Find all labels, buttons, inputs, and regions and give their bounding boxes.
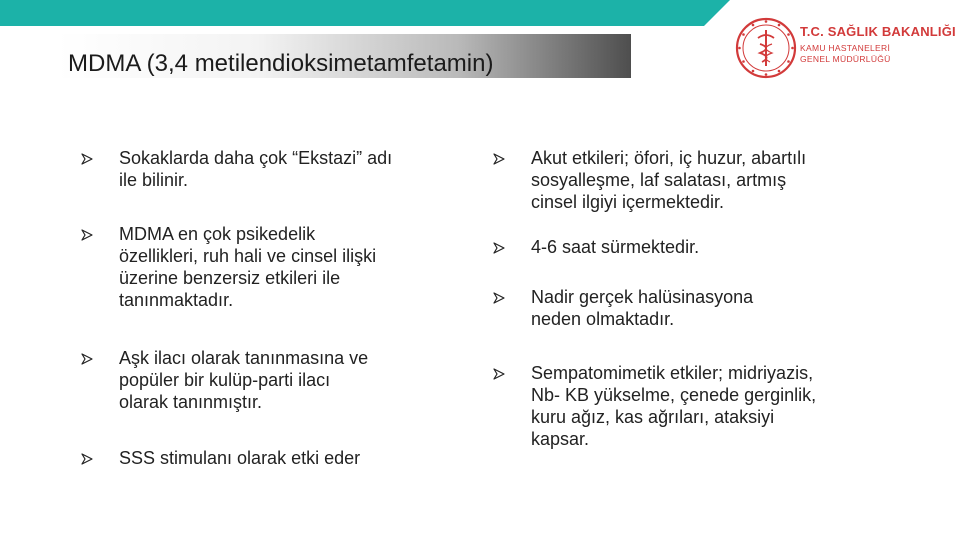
list-item-text: Sokaklarda daha çok “Ekstazi” adı ile bilinir. [119, 148, 393, 190]
logo-subtitle-line2: GENEL MÜDÜRLÜĞÜ [800, 54, 891, 64]
arrow-bullet-icon [81, 453, 93, 465]
accent-band-wedge [704, 0, 730, 26]
slide-title: MDMA (3,4 metilendioksimetamfetamin) [68, 50, 494, 77]
logo-title: T.C. SAĞLIK BAKANLIĞI [800, 24, 956, 39]
list-item-text: 4-6 saat sürmektedir. [531, 237, 700, 257]
arrow-bullet-icon [493, 368, 505, 380]
list-item-text: Nadir gerçek halüsinasyona neden olmaktadır. [531, 287, 754, 329]
list-item-text: SSS stimulanı olarak etki eder [119, 448, 361, 468]
list-item-text: Akut etkileri; öfori, iç huzur, abartılı sosyalleşme, laf salatası, artmış cinsel ilgiyi içermektedir. [531, 148, 807, 212]
accent-band [0, 0, 704, 26]
ministry-seal-icon [734, 16, 798, 80]
list-item-text: MDMA en çok psikedelik özellikleri, ruh hali ve cinsel ilişki üzerine benzersiz etkileri ile tanınmaktadır. [119, 224, 377, 310]
list-item-text: Aşk ilacı olarak tanınmasına ve popüler bir kulüp-parti ilacı olarak tanınmıştır. [119, 348, 369, 412]
arrow-bullet-icon [493, 242, 505, 254]
arrow-bullet-icon [81, 153, 93, 165]
list-item-text: Sempatomimetik etkiler; midriyazis, Nb- KB yükselme, çenede gerginlik, kuru ağız, kas ağrıları, ataksiyi kapsar. [531, 363, 817, 449]
arrow-bullet-icon [493, 153, 505, 165]
logo-text [800, 24, 956, 65]
ministry-logo [734, 16, 960, 82]
arrow-bullet-icon [81, 353, 93, 365]
arrow-bullet-icon [81, 229, 93, 241]
logo-subtitle-line1: KAMU HASTANELERİ [800, 43, 891, 53]
arrow-bullet-icon [493, 292, 505, 304]
